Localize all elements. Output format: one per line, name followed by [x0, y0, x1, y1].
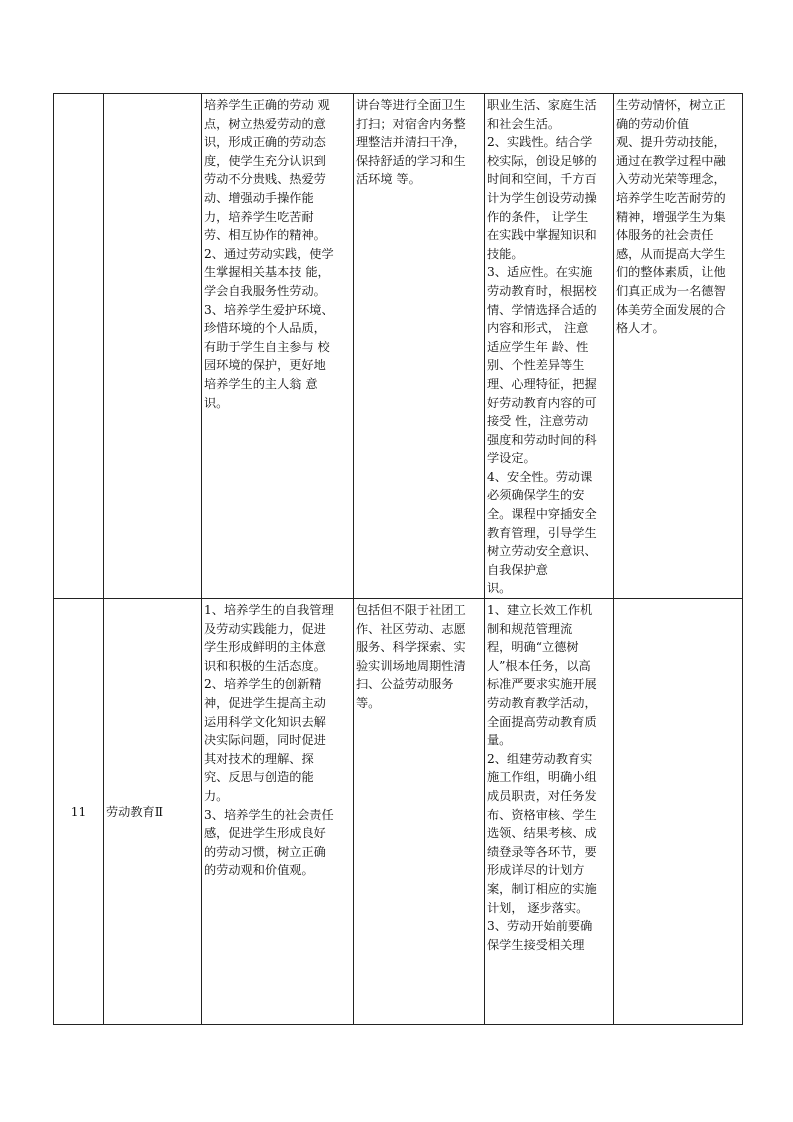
cell-text-line: 人”根本任务，以高: [487, 658, 591, 673]
cell-text-line: 其对技术的理解、探: [204, 751, 314, 766]
cell-text-line: 培养学生正确的劳动 观: [204, 98, 330, 112]
content-cell: [354, 94, 485, 599]
cell-text-line: 的劳动习惯，树立正确: [204, 844, 326, 859]
cell-text-line: 和社会生活。: [487, 116, 561, 131]
cell-text-line: 究、反思与创造的能: [204, 770, 314, 785]
cell-text-line: 全。课程中穿插安全: [487, 507, 597, 522]
cell-text-line: 有助于学生自主参与 校: [204, 339, 330, 354]
cell-text-line: 动、增强动手操作能: [204, 190, 314, 205]
cell-text-line: 体服务的社会责任: [616, 228, 714, 243]
cell-text-line: 神，促进学生提高主动: [204, 696, 326, 710]
cell-text-line: 点，树立热爱劳动的意: [204, 116, 326, 131]
cell-text-line: 1、建立长效工作机: [487, 603, 593, 618]
objectives-cell: [202, 599, 354, 1025]
cell-text-line: 标准严要求实施开展: [487, 677, 597, 692]
cell-text-line: 必须确保学生的安: [487, 488, 585, 503]
cell-text-line: 教育管理，引导学生: [487, 525, 597, 540]
cell-text-line: 等。: [356, 696, 381, 710]
cell-text-line: 生掌握相关基本技 能，: [204, 265, 330, 280]
goals-cell: [614, 94, 743, 599]
cell-text-line: 时间和空间，千方百: [487, 172, 597, 187]
cell-text-line: 绩登录等各环节，要: [487, 844, 597, 859]
cell-text-line: 培养学生的主人翁 意: [204, 376, 318, 391]
cell-text-line: 适应学生年 龄、性: [487, 339, 589, 354]
cell-text-line: 保持舒适的学习和生: [356, 153, 466, 168]
cell-text-line: 2、培养学生的创新精: [204, 677, 322, 692]
cell-text-line: 打扫；对宿舍内务整: [356, 116, 466, 131]
cell-text-line: 2、实践性。结合学: [487, 135, 593, 150]
course-name-cell: 劳动教育Ⅱ: [104, 599, 202, 1025]
cell-text-line: 感，促进学生形成良好: [204, 826, 326, 841]
cell-text-line: 树立劳动安全意识、: [487, 544, 597, 559]
content-cell: [354, 599, 485, 1025]
cell-text-line: 1、培养学生的自我管理: [204, 603, 334, 618]
cell-text-line: 成员职责，对任务发: [487, 788, 597, 803]
requirements-cell: [485, 94, 614, 599]
cell-text-line: 技能。: [487, 246, 524, 261]
requirements-cell: [485, 599, 614, 1025]
cell-text-line: 服务、科学探索、实: [356, 640, 466, 655]
cell-text-line: 3、培养学生的社会责任: [204, 807, 334, 822]
cell-text-line: 3、培养学生爱护环境、: [204, 302, 334, 317]
cell-text-line: 保学生接受相关理: [487, 937, 585, 952]
cell-text-line: 计为学生创设劳动操: [487, 190, 597, 205]
cell-text-line: 情、学情选择合适的: [487, 302, 597, 317]
cell-text-line: 理、心理特征，把握: [487, 376, 597, 391]
cell-text-line: 培养学生吃苦耐劳的: [616, 190, 726, 205]
cell-text-line: 体美劳全面发展的合: [616, 302, 726, 317]
cell-text-line: 全面提高劳动教育质: [487, 714, 597, 729]
cell-text-line: 学设定。: [487, 451, 536, 466]
cell-text-line: 决实际问题，同时促进: [204, 733, 326, 748]
cell-text-line: 好劳动教育内容的可: [487, 395, 597, 410]
cell-text-line: 4、安全性。劳动课: [487, 469, 593, 484]
cell-text-line: 力，培养学生吃苦耐: [204, 209, 314, 224]
cell-text-line: 3、劳动开始前要确: [487, 919, 593, 934]
cell-text-line: 格人才。: [616, 321, 665, 336]
cell-text-line: 入劳动光荣等理念，: [616, 172, 726, 187]
cell-text-line: 观、提升劳动技能，: [616, 135, 726, 150]
cell-text-line: 量。: [487, 733, 512, 748]
cell-text-line: 的劳动观和价值观。: [204, 863, 314, 878]
cell-text-line: 劳动不分贵贱、热爱劳: [204, 172, 326, 187]
cell-text-line: 程，明确“立德树: [487, 640, 579, 655]
table-row: [54, 599, 743, 1025]
cell-text-line: 验实训场地周期性清: [356, 658, 466, 673]
objectives-cell: [202, 94, 354, 599]
cell-text-line: 理整洁并清扫干净，: [356, 135, 466, 150]
cell-text-line: 3、适应性。在实施: [487, 265, 593, 280]
cell-text-line: 珍惜环境的个人品质，: [204, 321, 326, 336]
cell-text-line: 自我保护意: [487, 562, 548, 577]
cell-text-line: 强度和劳动时间的科: [487, 432, 597, 447]
cell-text-line: 力。: [204, 788, 229, 803]
cell-text-line: 作、社区劳动、志愿: [356, 621, 466, 636]
table-row: [54, 94, 743, 599]
cell-text-line: 识。: [204, 395, 229, 410]
cell-text-line: 识和积极的生活态度。: [204, 658, 326, 673]
cell-text-line: 识。: [487, 581, 512, 596]
cell-text-line: 内容和形式， 注意: [487, 321, 589, 336]
cell-text-line: 扫、公益劳动服务: [356, 677, 454, 692]
cell-text-line: 生劳动情怀，树立正: [616, 98, 726, 112]
cell-text-line: 运用科学文化知识去解: [204, 714, 326, 729]
cell-text-line: 劳、相互协作的精神。: [204, 228, 326, 243]
cell-text-line: 活环境 等。: [356, 172, 421, 187]
course-table: [53, 93, 743, 1025]
cell-text-line: 学会自我服务性劳动。: [204, 283, 326, 298]
cell-text-line: 园环境的保护，更好地: [204, 358, 326, 373]
cell-text-line: 别、个性差异等生: [487, 358, 585, 373]
cell-text-line: 通过在教学过程中融: [616, 153, 726, 168]
cell-text-line: 布、资格审核、学生: [487, 807, 597, 822]
cell-text-line: 及劳动实践能力，促进: [204, 621, 326, 636]
course-name-cell: [104, 94, 202, 599]
cell-text-line: 们的整体素质，让他: [616, 265, 726, 280]
cell-text-line: 在实践中掌握知识和: [487, 228, 597, 243]
cell-text-line: 们真正成为一名德智: [616, 283, 726, 298]
cell-text-line: 接受 性，注意劳动: [487, 414, 589, 429]
cell-text-line: 劳动教育教学活动，: [487, 696, 597, 710]
cell-text-line: 作的条件， 让学生: [487, 209, 589, 224]
cell-text-line: 计划， 逐步落实。: [487, 900, 589, 915]
cell-text-line: 2、通过劳动实践，使学: [204, 246, 334, 261]
goals-cell: [614, 599, 743, 1025]
row-number-cell: 11: [54, 599, 104, 1025]
cell-text-line: 制和规范管理流: [487, 621, 573, 636]
cell-text-line: 感，从而提高大学生: [616, 246, 726, 261]
cell-text-line: 度，使学生充分认识到: [204, 153, 326, 168]
cell-text-line: 施工作组，明确小组: [487, 770, 597, 785]
cell-text-line: 职业生活、家庭生活: [487, 98, 597, 112]
cell-text-line: 劳动教育时，根据校: [487, 283, 597, 298]
cell-text-line: 形成详尽的计划方: [487, 863, 585, 878]
cell-text-line: 选领、结果考核、成: [487, 826, 597, 841]
cell-text-line: 讲台等进行全面卫生: [356, 98, 466, 112]
cell-text-line: 精神，增强学生为集: [616, 209, 726, 224]
cell-text-line: 案，制订相应的实施: [487, 881, 597, 896]
cell-text-line: 校实际，创设足够的: [487, 153, 597, 168]
cell-text-line: 识，形成正确的劳动态: [204, 135, 326, 150]
cell-text-line: 2、组建劳动教育实: [487, 751, 593, 766]
cell-text-line: 确的劳动价值: [616, 116, 690, 131]
row-number-cell: [54, 94, 104, 599]
cell-text-line: 包括但不限于社团工: [356, 603, 466, 618]
cell-text-line: 学生形成鲜明的主体意: [204, 640, 326, 655]
